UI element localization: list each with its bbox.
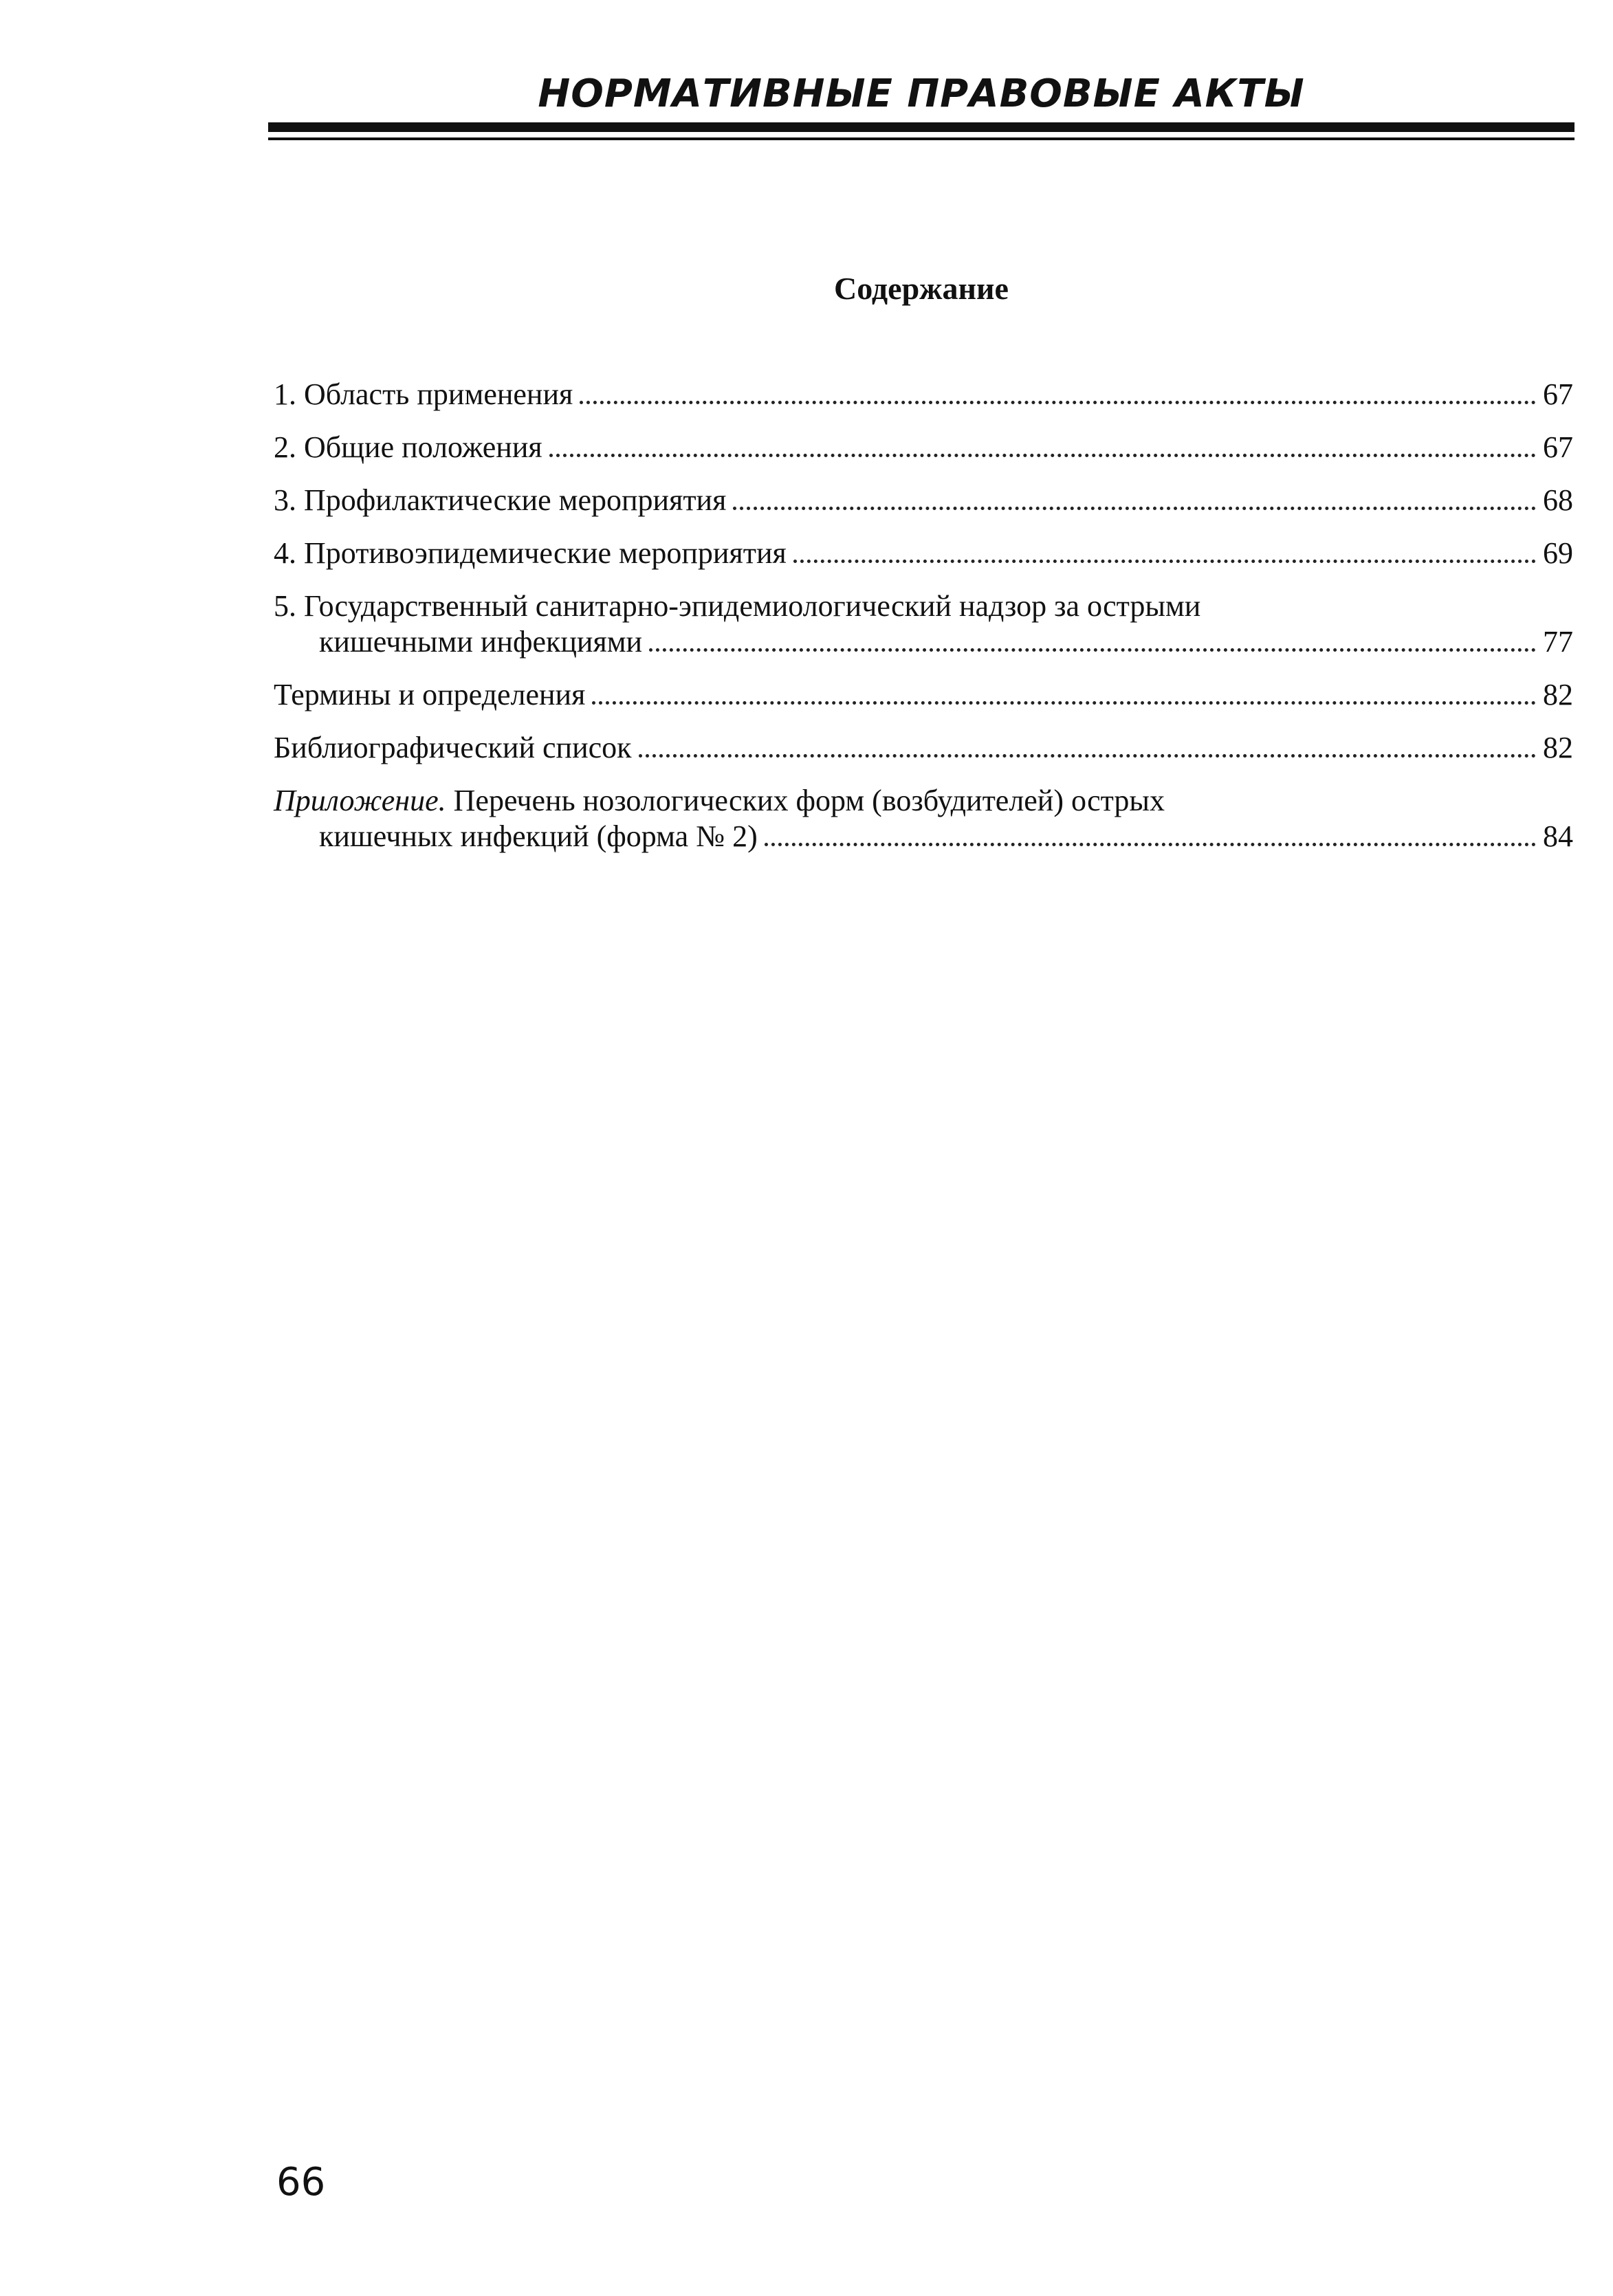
- toc-dot-leader: [592, 701, 1536, 705]
- toc-entry-title: 1. Область применения: [274, 377, 573, 411]
- toc-entry-prefix: Приложение.: [274, 784, 446, 817]
- toc-entry-page: 67: [1543, 430, 1573, 464]
- toc-entry-page: 82: [1543, 678, 1573, 711]
- toc-entry-title-line2: кишечных инфекций (форма № 2): [319, 819, 758, 853]
- toc-entry-prevention[interactable]: [274, 483, 1573, 518]
- toc-entry-supervision[interactable]: [274, 588, 1573, 660]
- toc-entry-page: 82: [1543, 731, 1573, 764]
- toc-entry-page: 84: [1543, 819, 1573, 853]
- toc-entry-general[interactable]: [274, 430, 1573, 465]
- toc-entry-title: 4. Противоэпидемические мероприятия: [274, 536, 787, 570]
- toc-dot-leader: [580, 401, 1536, 404]
- running-header-title: НОРМАТИВНЫЕ ПРАВОВЫЕ АКТЫ: [538, 71, 1305, 116]
- toc-dot-leader: [549, 454, 1536, 457]
- toc-entry-title-line1: Перечень нозологических форм (возбудителей) острых: [453, 784, 1165, 817]
- toc-dot-leader: [639, 754, 1536, 758]
- header-rule-thin: [268, 137, 1574, 140]
- toc-entry-scope[interactable]: [274, 377, 1573, 412]
- toc-dot-leader: [733, 507, 1536, 510]
- toc-entry-antiepidemic[interactable]: [274, 536, 1573, 571]
- toc-entry-title: Термины и определения: [274, 678, 586, 711]
- page-number: 66: [276, 2160, 326, 2205]
- toc-dot-leader: [793, 560, 1536, 563]
- toc-entry-terms[interactable]: [274, 677, 1573, 713]
- header-rule-thick: [268, 122, 1574, 132]
- toc-dot-leader: [765, 843, 1536, 846]
- toc-dot-leader: [649, 648, 1536, 652]
- toc-entry-page: 77: [1543, 625, 1573, 659]
- toc-entry-page: 68: [1543, 483, 1573, 517]
- toc-entry-title-line2: кишечными инфекциями: [319, 625, 643, 659]
- toc-entry-title: 3. Профилактические мероприятия: [274, 483, 727, 517]
- toc-entry-title-line1: 5. Государственный санитарно-эпидемиологический надзор за острыми: [274, 589, 1201, 623]
- table-of-contents: [274, 377, 1573, 872]
- toc-entry-bibliography[interactable]: [274, 730, 1573, 766]
- toc-entry-title: 2. Общие положения: [274, 430, 542, 464]
- contents-heading: Содержание: [834, 271, 1009, 306]
- toc-entry-title: Библиографический список: [274, 731, 632, 764]
- toc-entry-appendix[interactable]: [274, 783, 1573, 854]
- toc-entry-page: 69: [1543, 536, 1573, 570]
- toc-entry-page: 67: [1543, 377, 1573, 411]
